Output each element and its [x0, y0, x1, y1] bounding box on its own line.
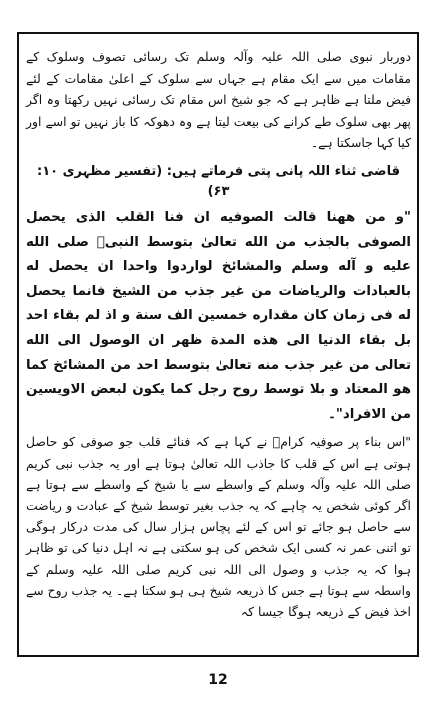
arabic-quote: "و من ههنا قالت الصوفيه ان فنا القلب الذى يحصل الصوفى بالجذب من الله تعالىٰ بتوسط النبىؐ صلى الله عليه و آله وسلم والمشائخ لواردوا واحدا ان يحصل له بالعبادات والرياضات من غير جذب من الشيخ فانما يحصل له فى زمان كان مقداره خمسين الف سنة و اذ لم بقاء احد بل بقاء الدنيا الى هذه المدة ظهر ان الوصول الى الله تعالى من غير جذب منه تعالىٰ بتوسط احد من المشائخ كما هو المعتاد و بلا توسط روح رجل كما يكون لبعض الاويسين من الافراد"۔: [26, 209, 411, 422]
paragraph-intro: دوربار نبوی صلی اللہ علیہ وآلہ وسلم تک رسائی تصوف وسلوک کے مقامات میں سے ایک مقام ہے جہاں سے سلوک کے اعلیٰ مقامات کے لئے فیض ملتا ہے ظاہر ہے کہ جو شیخ اس مقام تک رسائی نہیں رکھتا وہ اگر پھر بھی سلوک طے کرانے کی بیعت لیتا ہے وہ دھوکہ کا باز نہیں تو اسے اور کیا کہا جاسکتا ہے۔: [26, 49, 411, 151]
page-number: 12: [208, 672, 228, 688]
page-content: [26, 46, 411, 622]
quote-heading: قاضی ثناء اللہ پانی پتی فرماتے ہیں: (تفسیر مظہری ۱۰: ۶۳): [36, 163, 400, 199]
paragraph-translation: "اس بناء پر صوفیہ کرامؒ نے کہا ہے کہ فنائے قلب جو صوفی کو حاصل ہوتی ہے اس کے قلب کا جاذب اللہ تعالیٰ ہوتا ہے اور یہ جذب نبی کریم صلی اللہ علیہ وآلہ وسلم کے واسطے سے یا شیخ کے واسطے سے ہوتا ہے اگر کوئی شخص یہ چاہے کہ یہ جذب بغیر توسط شیخ کے عبادت و ریاضت سے حاصل ہو جائے تو اس کے لئے پچاس ہزار سال کی مدت درکار ہوگی تو اتنی عمر نہ کسی ایک شخص کی ہو سکتی ہے نہ اہل دنیا کی تو ظاہر ہوا کہ یہ جذب و وصول الی اللہ نبی کریم صلی اللہ علیہ وسلم کے واسطہ سے ہوتا ہے جس کا ذریعہ شیخ ہی ہو سکتا ہے۔ یہ جذب روح سے اخذ فیض کے ذریعہ ہوگا جیسا کہ: [26, 434, 411, 619]
